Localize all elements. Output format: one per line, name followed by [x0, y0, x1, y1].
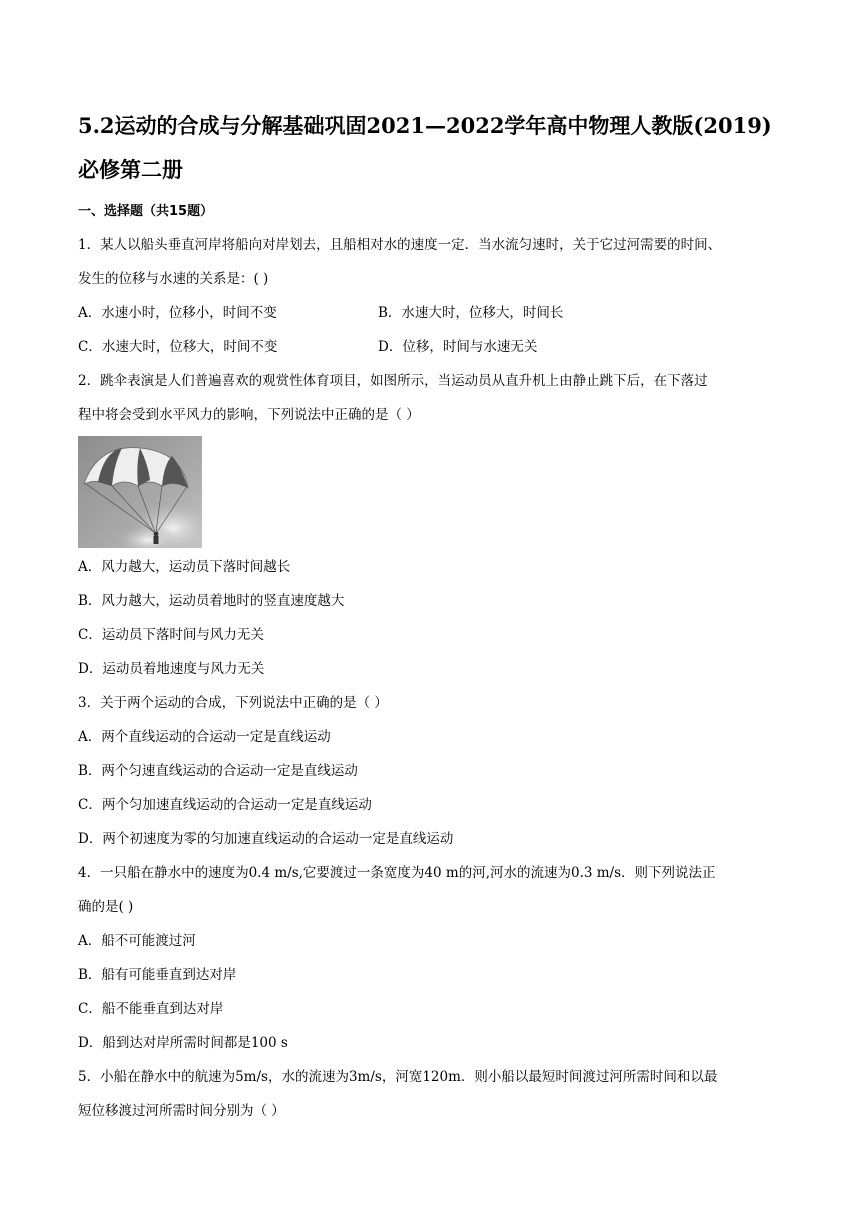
- option-d: D．船到达对岸所需时间都是100 s: [78, 1035, 288, 1051]
- option-d: D．位移，时间与水速无关: [378, 339, 538, 355]
- question-text: 短位移渡过河所需时间分别为（ ）: [78, 1103, 285, 1119]
- question-text: 5．小船在静水中的航速为5m/s，水的流速为3m/s，河宽120m．则小船以最短时间渡过河所需时间和以最: [78, 1069, 718, 1085]
- option-row: [78, 296, 798, 330]
- option-c: C．船不能垂直到达对岸: [78, 1001, 224, 1017]
- question-3: [78, 686, 798, 856]
- question-4: [78, 856, 798, 1060]
- question-2: [78, 364, 798, 686]
- option-b: B．水速大时，位移大，时间长: [378, 305, 564, 321]
- option-c: C．运动员下落时间与风力无关: [78, 627, 264, 643]
- option-c: C．水速大时，位移大，时间不变: [78, 339, 278, 355]
- question-5: [78, 1060, 798, 1128]
- question-text: 发生的位移与水速的关系是：( ): [78, 271, 269, 287]
- question-text: 2．跳伞表演是人们普遍喜欢的观赏性体育项目，如图所示，当运动员从直升机上由静止跳下后，在下落过: [78, 373, 708, 389]
- option-b: B．风力越大，运动员着地时的竖直速度越大: [78, 593, 345, 609]
- section-heading: 一、选择题（共15题）: [78, 204, 214, 219]
- option-row: [78, 330, 798, 364]
- document-page: [78, 104, 798, 1128]
- option-b: B．船有可能垂直到达对岸: [78, 967, 237, 983]
- question-text: 程中将会受到水平风力的影响，下列说法中正确的是（ ）: [78, 407, 420, 423]
- option-a: A．水速小时，位移小，时间不变: [78, 305, 277, 321]
- parachute-photo-icon: [78, 436, 202, 548]
- question-text: 确的是( ): [78, 899, 134, 915]
- option-a: A．船不可能渡过河: [78, 933, 196, 949]
- question-text: 3．关于两个运动的合成，下列说法中正确的是（ ）: [78, 695, 388, 711]
- title-line-1: 5.2运动的合成与分解基础巩固2021—2022学年高中物理人教版(2019): [78, 113, 772, 138]
- option-d: D．运动员着地速度与风力无关: [78, 661, 265, 677]
- option-a: A．风力越大，运动员下落时间越长: [78, 559, 291, 575]
- question-1: [78, 228, 798, 364]
- title-line-2: 必修第二册: [78, 157, 183, 182]
- option-d: D．两个初速度为零的匀加速直线运动的合运动一定是直线运动: [78, 831, 454, 847]
- question-text: 1．某人以船头垂直河岸将船向对岸划去，且船相对水的速度一定．当水流匀速时，关于它过河需要的时间、: [78, 237, 722, 253]
- document-title: [78, 104, 798, 192]
- option-b: B．两个匀速直线运动的合运动一定是直线运动: [78, 763, 358, 779]
- question-text: 4．一只船在静水中的速度为0.4 m/s,它要渡过一条宽度为40 m的河,河水的流速为0.3 m/s．则下列说法正: [78, 865, 716, 881]
- option-c: C．两个匀加速直线运动的合运动一定是直线运动: [78, 797, 372, 813]
- option-a: A．两个直线运动的合运动一定是直线运动: [78, 729, 331, 745]
